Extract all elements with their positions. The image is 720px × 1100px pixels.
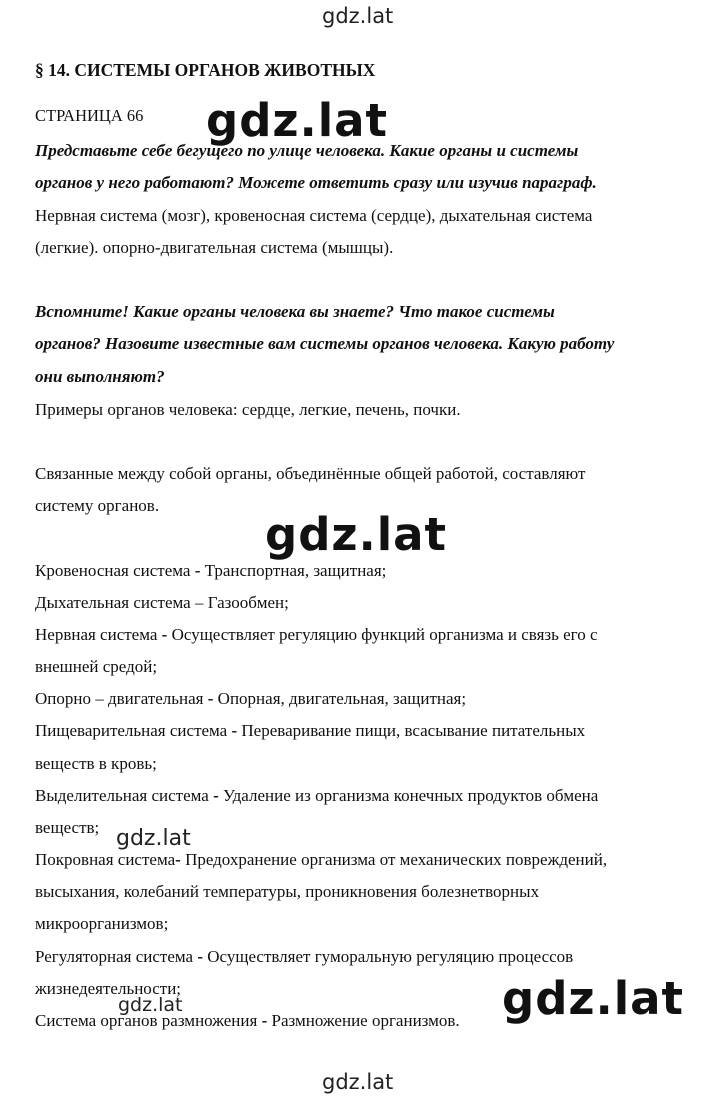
answer-2: Примеры органов человека: сердце, легкие, печень, почки. [35, 400, 461, 419]
system-separator: - [257, 1011, 272, 1030]
system-regulatory [35, 948, 573, 965]
system-circulatory [35, 562, 386, 579]
system-integumentary [35, 851, 607, 868]
system-function: Осуществляет регуляцию функций организма и связь его с [171, 625, 598, 644]
system-name: Пищеварительная система [35, 721, 228, 740]
system-regulatory-cont: жизнедеятельности; [35, 979, 182, 998]
system-separator: - [227, 721, 242, 740]
system-name: Нервная система [35, 625, 158, 644]
system-separator: - [194, 561, 205, 580]
system-function: Переваривание пищи, всасывание питательных [241, 721, 586, 740]
system-separator: - [203, 689, 218, 708]
system-nervous-cont: внешней средой; [35, 657, 158, 676]
system-excretory-cont: веществ; [35, 818, 100, 837]
definition-line-1: Связанные между собой органы, объединённые общей работой, составляют [35, 464, 586, 483]
system-name: Покровная система [35, 850, 176, 869]
system-separator: – [190, 593, 208, 612]
system-digestive [35, 722, 585, 739]
system-separator: - [175, 850, 186, 869]
watermark-top: gdz.lat [322, 4, 394, 28]
section-heading: § 14. СИСТЕМЫ ОРГАНОВ ЖИВОТНЫХ [35, 60, 376, 80]
system-nervous [35, 626, 598, 643]
system-excretory [35, 787, 598, 804]
system-name: Опорно – двигательная [35, 689, 204, 708]
system-name: Регуляторная система [35, 947, 194, 966]
system-name: Дыхательная система [35, 593, 191, 612]
watermark-large-2: gdz.lat [265, 508, 448, 561]
system-integumentary-cont-2: микроорганизмов; [35, 914, 169, 933]
watermark-bottom: gdz.lat [322, 1070, 394, 1094]
system-reproductive [35, 1012, 460, 1029]
watermark-small-2: gdz.lat [118, 994, 183, 1016]
watermark-small-1: gdz.lat [116, 826, 191, 851]
answer-1-line-1: Нервная система (мозг), кровеносная система (сердце), дыхательная система [35, 206, 593, 225]
question-2-line-2: органов? Назовите известные вам системы органов человека. Какую работу [35, 334, 615, 353]
definition-line-2: систему органов. [35, 496, 160, 515]
system-function: Размножение организмов. [271, 1011, 460, 1030]
system-name: Выделительная система [35, 786, 209, 805]
system-function: Предохранение организма от механических повреждений, [185, 850, 608, 869]
system-function: Транспортная, защитная; [204, 561, 387, 580]
system-function: Газообмен; [207, 593, 289, 612]
system-musculoskeletal [35, 690, 466, 707]
system-name: Система органов размножения [35, 1011, 258, 1030]
system-separator: - [193, 947, 208, 966]
question-1-line-1: Представьте себе бегущего по улице человека. Какие органы и системы [35, 141, 579, 160]
question-2-line-1: Вспомните! Какие органы человека вы знаете? Что такое системы [35, 302, 555, 321]
answer-1-line-2: (легкие). опорно-двигательная система (мышцы). [35, 238, 394, 257]
system-function: Осуществляет гуморальную регуляцию процессов [207, 947, 574, 966]
watermark-large-3: gdz.lat [502, 972, 685, 1025]
watermark-large-1: gdz.lat [206, 94, 389, 147]
system-digestive-cont: веществ в кровь; [35, 754, 157, 773]
page-label: СТРАНИЦА 66 [35, 106, 144, 125]
system-function: Удаление из организма конечных продуктов обмена [222, 786, 599, 805]
system-integumentary-cont-1: высыхания, колебаний температуры, проникновения болезнетворных [35, 882, 540, 901]
system-separator: - [157, 625, 172, 644]
system-respiratory [35, 594, 289, 611]
question-2-line-3: они выполняют? [35, 367, 165, 386]
system-separator: - [208, 786, 223, 805]
question-1-line-2: органов у него работают? Можете ответить сразу или изучив параграф. [35, 173, 597, 192]
system-name: Кровеносная система [35, 561, 195, 580]
system-function: Опорная, двигательная, защитная; [217, 689, 467, 708]
